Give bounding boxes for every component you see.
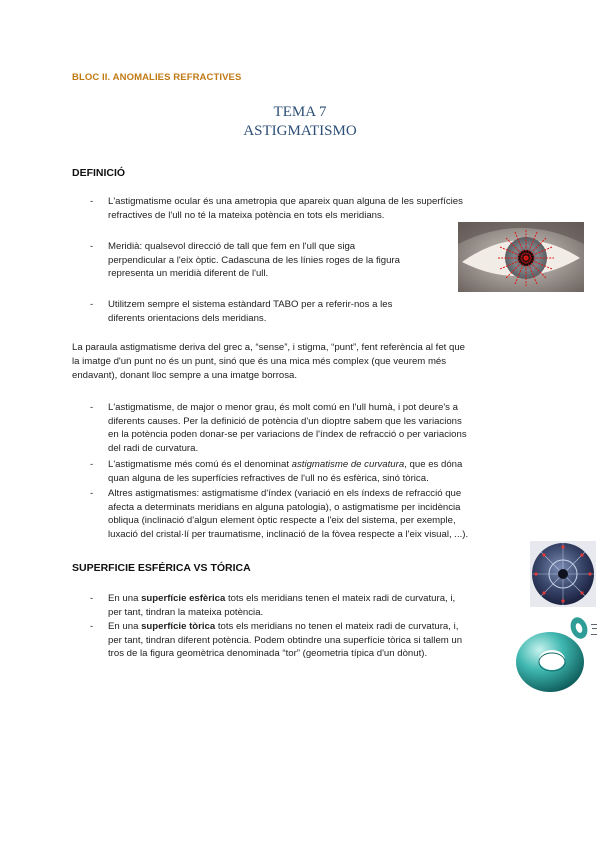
- bullet-dash: -: [90, 299, 94, 310]
- text-line: la imatge d'un punt no és un punt, sinó que és una mica més complex (que veurem més: [72, 356, 447, 367]
- text-line: Altres astigmatismes: astigmatisme d'índex (variació en els índexs de refracció que: [108, 488, 462, 499]
- bullet-dash: -: [90, 196, 94, 207]
- text-line: per tant, tindran diferent potència. Podem obtindre una superfície tòrica si tallem un: [108, 634, 463, 646]
- text-line: [108, 592, 455, 606]
- bullet-dash: -: [90, 241, 94, 252]
- spherical-surface-image: [530, 541, 596, 607]
- text-line: perpendicular a l'eix òptic. Cadascuna de les línies roges de la figura: [108, 254, 400, 266]
- text-run: , que es dóna: [404, 459, 463, 470]
- text-line: del radi de curvatura.: [108, 442, 199, 454]
- text-run: L'astigmatisme més comú és el denominat: [108, 459, 292, 470]
- bullet-dash: -: [90, 402, 94, 413]
- text-line: La paraula astigmatisme deriva del grec a, “sense”, i stigma, “punt”, fent referència al fet que: [72, 342, 466, 353]
- tema-title: ASTIGMATISMO: [243, 123, 357, 139]
- text-line: diferents causes. Per la definició de potència d'un dioptre sabem que les variacions: [108, 415, 462, 427]
- bullet-dash: -: [90, 488, 94, 499]
- superficie-heading: SUPERFICIE ESFÉRICA VS TÓRICA: [72, 562, 251, 574]
- text-line: L'astigmatisme ocular és una ametropia que apareix quan alguna de les superfícies: [108, 196, 463, 207]
- text-line: refractives de l'ull no té la mateixa potència en tots els meridians.: [108, 209, 385, 221]
- text-line: [108, 458, 462, 472]
- bullet-dash: -: [90, 459, 94, 470]
- text-line: luxació del cristal·lí per traumatisme, inclinació de la fòvea respecte a l'eix visual, ...).: [108, 528, 469, 540]
- astigmatisme-etimologia-paragraph: [72, 341, 534, 383]
- text-run: En una: [108, 621, 142, 632]
- text-run: tots els meridians no tenen el mateix radi de curvatura, i,: [215, 621, 459, 632]
- bullet-dash: -: [90, 593, 94, 604]
- text-run: tots els meridians tenen el mateix radi de curvatura, i,: [225, 593, 456, 604]
- text-line: afecta a determinats meridians en alguna patologia), o astigmatisme per incidència: [108, 501, 461, 513]
- text-line: endavant), donant lloc sempre a una imatge borrosa.: [72, 370, 298, 381]
- text-line: obliqua (inclinació d'algun element òptic respecte a l'eix del sistema, per exemple,: [108, 515, 456, 527]
- bloc-header: BLOC II. ANOMALIES REFRACTIVES: [72, 72, 242, 83]
- text-line: en la potència poden donar-se per variacions de l'índex de refracció o per variacions: [108, 429, 467, 441]
- bold-term: superfície esfèrica: [141, 593, 226, 604]
- bold-term: superfície tòrica: [141, 621, 216, 632]
- text-line: diferents orientacions dels meridians.: [108, 312, 267, 324]
- bullet-dash: -: [90, 621, 94, 632]
- text-line: [108, 620, 462, 634]
- text-line: representa un meridià diferent de l'ull.: [108, 268, 269, 280]
- text-line: Utilitzem sempre el sistema estàndard TABO per a referir-nos a les: [108, 299, 393, 310]
- torus-image: [512, 612, 600, 702]
- italic-term: astigmatisme de curvatura: [291, 459, 405, 470]
- definicio-heading: DEFINICIÓ: [72, 167, 126, 179]
- text-line: Meridià: qualsevol direcció de tall que fem en l'ull que siga: [108, 241, 356, 252]
- text-line: L'astigmatisme, de major o menor grau, és molt comú en l'ull humà, i pot deure's a: [108, 402, 458, 413]
- text-line: per tant, tindran la mateixa potència.: [108, 606, 264, 618]
- tema-number: TEMA 7: [273, 104, 327, 120]
- text-run: En una: [108, 593, 142, 604]
- eye-meridians-image: [458, 222, 584, 292]
- text-line: quan alguna de les superfícies refractives de l'ull no és esfèrica, sinó tòrica.: [108, 472, 429, 484]
- text-line: tros de la figura geomètrica denominada “tor” (geometria típica d'un dònut).: [108, 648, 428, 660]
